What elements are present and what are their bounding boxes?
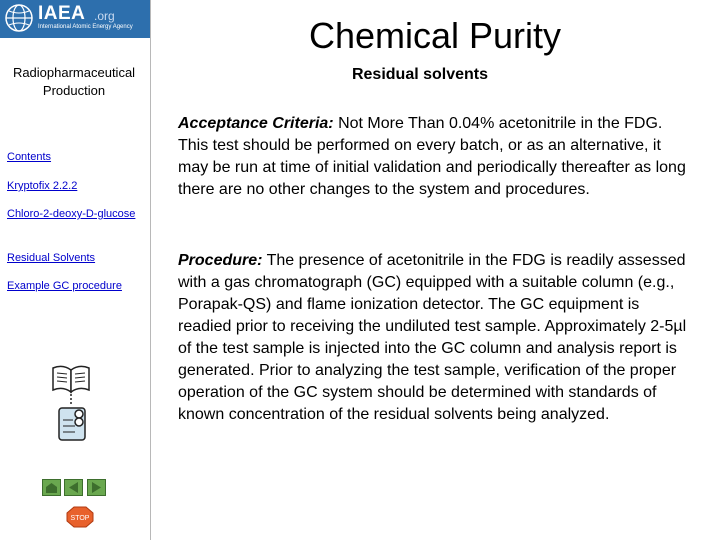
sidebar [0,0,151,540]
procedure-lead: Procedure: [178,252,263,269]
globe-icon [4,3,34,33]
acceptance-criteria-text: Not More Than 0.04% acetonitrile in the FDG. This test should be performed on every batch, or as an alternative, it may be run at time of initial validation and periodically thereafter as long there are no other changes to the system and procedures. [178,115,686,198]
section-label: Radiopharmaceutical Production [12,65,136,98]
home-icon [43,480,60,495]
nav-link-residual-solvents[interactable]: Residual Solvents [7,252,96,264]
nav-link-chloro-deoxy-glucose[interactable]: Chloro-2-deoxy-D-glucose [7,208,136,220]
navigation-buttons [42,479,112,497]
book-reference-icon[interactable] [49,362,95,442]
logo-subtitle: International Atomic Energy Agency [38,24,133,30]
page-subtitle: Residual solvents [351,66,489,83]
forward-arrow-icon [88,480,105,495]
back-button[interactable] [64,479,83,496]
page-title: Chemical Purity [308,15,562,56]
back-arrow-icon [65,480,82,495]
stop-button[interactable] [66,506,94,528]
home-button[interactable] [42,479,61,496]
procedure-paragraph [178,250,688,426]
procedure-text: The presence of acetonitrile in the FDG is readily assessed with a gas chromatograph (GC) equipped with a suitable column (e.g., Porapak-QS) and flame ionization detector. The GC equipment is readied prior to receiving the undiluted test sample. Approximately 2-5µl of the test sample is injected into the GC column and analysis report is generated. Prior to analyzing the test sample, verification of the proper operation of the GC system should be determined with standards of known concentration of the residual solvents being analyzed. [178,252,687,423]
forward-button[interactable] [87,479,106,496]
acceptance-criteria-lead: Acceptance Criteria: [178,115,334,132]
nav-link-kryptofix[interactable]: Kryptofix 2.2.2 [7,180,78,192]
acceptance-criteria-paragraph [178,113,688,201]
logo-domain: .org [94,9,115,23]
iaea-logo[interactable] [0,0,150,38]
nav-link-contents[interactable]: Contents [7,151,52,163]
stop-label: STOP [70,515,90,522]
logo-name: IAEA [38,3,86,24]
nav-link-example-gc-procedure[interactable]: Example GC procedure [7,280,122,292]
